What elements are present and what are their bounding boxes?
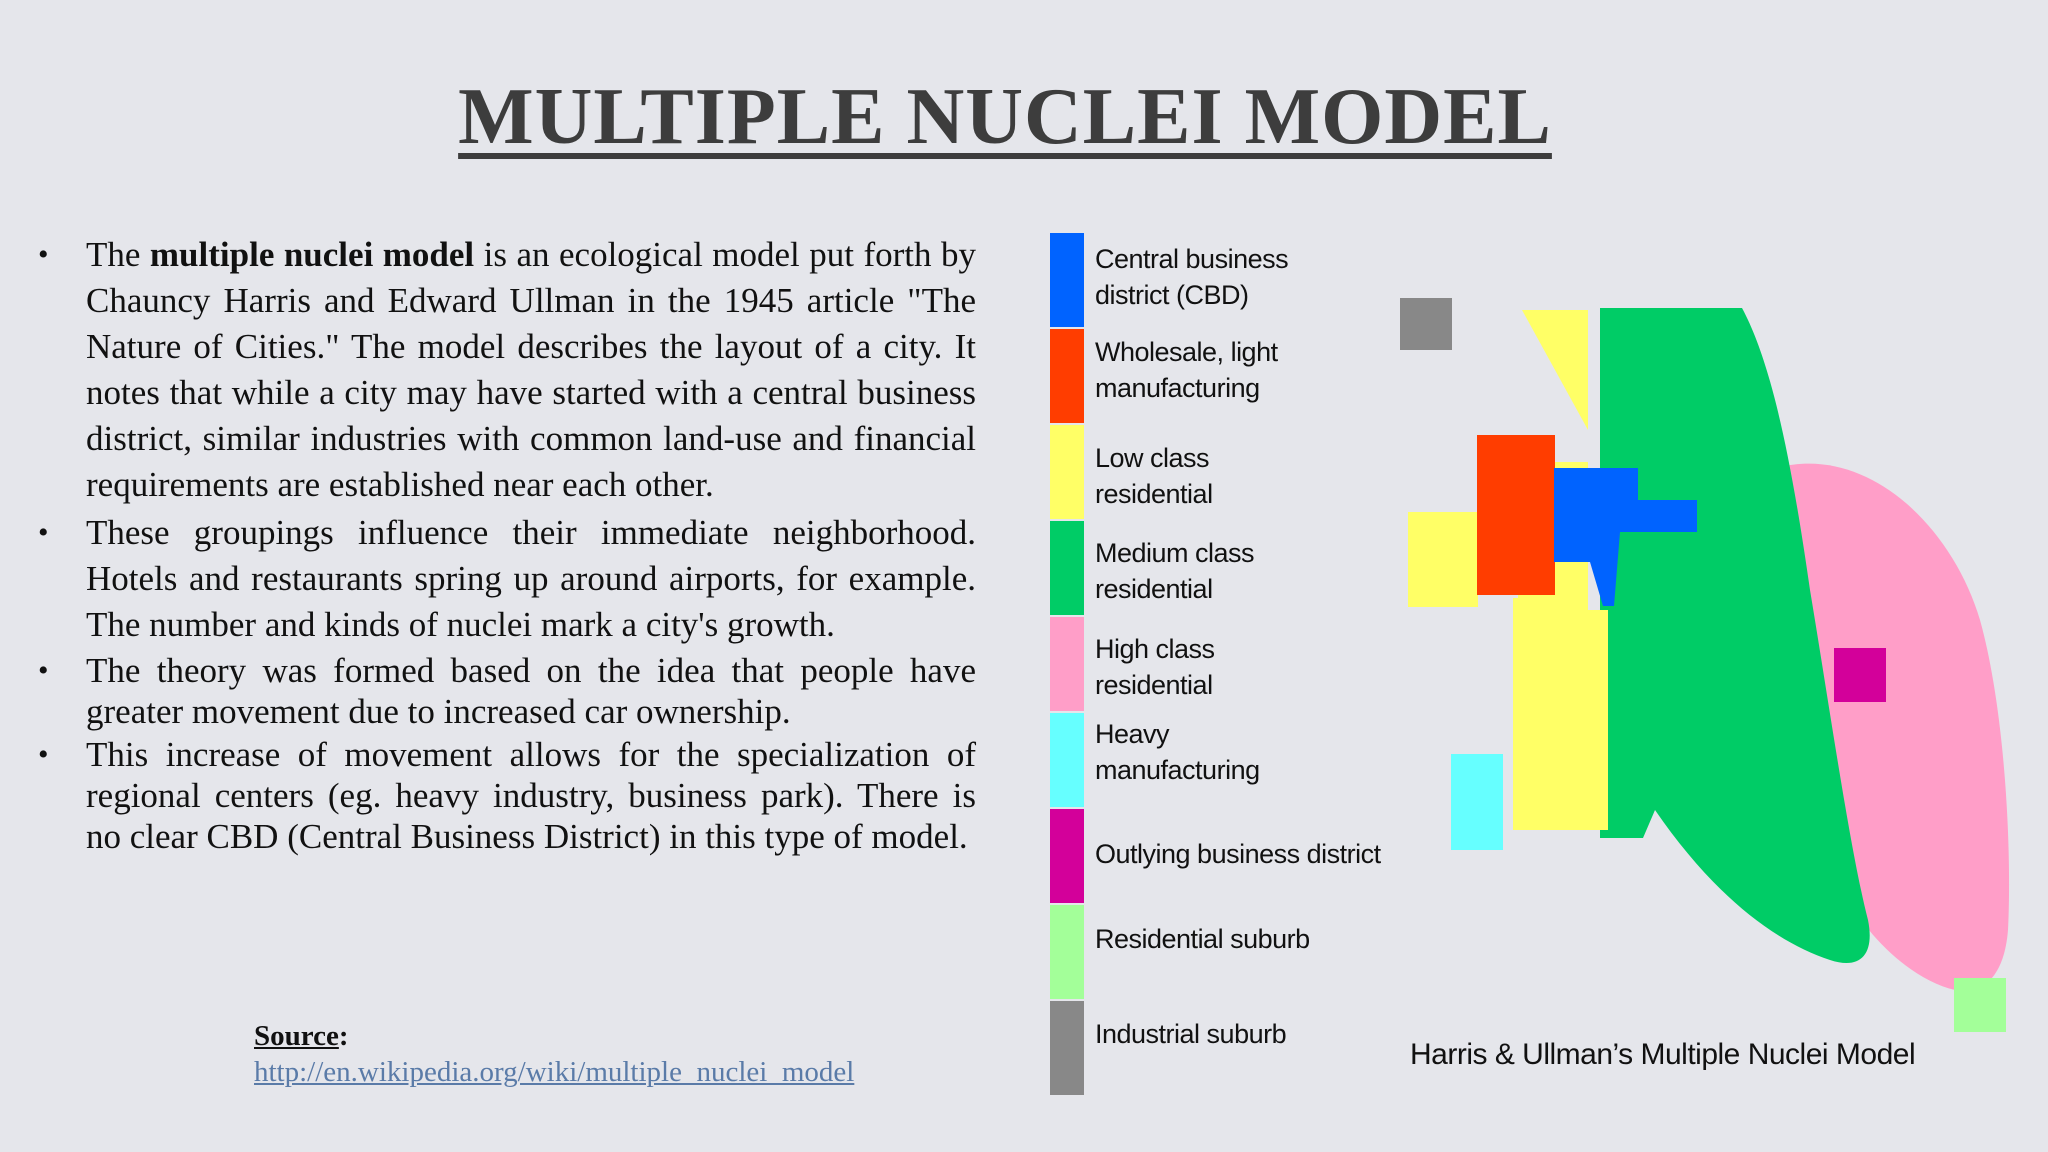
low-class-residential-zone-west bbox=[1408, 512, 1478, 607]
legend-swatch-heavy-manufacturing bbox=[1050, 713, 1084, 807]
bullet-text-4: This increase of movement allows for the specialization of regional centers (eg. heavy industry, business park). There is no clear CBD (Central Business District) in this type of model. bbox=[86, 735, 976, 856]
bullet-item-4 bbox=[38, 734, 976, 857]
wholesale-light-manufacturing-zone bbox=[1477, 435, 1555, 595]
bullet-list bbox=[38, 232, 976, 859]
bullet-dot-icon: • bbox=[38, 238, 49, 271]
slide-title bbox=[0, 72, 2010, 163]
bullet-dot-icon: • bbox=[38, 654, 49, 687]
legend-swatch-low-class bbox=[1050, 425, 1084, 519]
legend-label-residential-suburb: Residential suburb bbox=[1095, 924, 1310, 954]
legend-swatch-wholesale bbox=[1050, 329, 1084, 423]
map-caption: Harris & Ullman’s Multiple Nuclei Model bbox=[1410, 1038, 1916, 1071]
source-link[interactable]: http://en.wikipedia.org/wiki/multiple_nuclei_model bbox=[254, 1056, 855, 1088]
legend-label-heavy-manufacturing: Heavy manufacturing bbox=[1095, 719, 1260, 785]
legend-swatch-cbd bbox=[1050, 233, 1084, 327]
bullet-text-3: The theory was formed based on the idea that people have greater movement due to increased car ownership. bbox=[86, 651, 976, 731]
bullet-item-3 bbox=[38, 650, 976, 732]
city-model-map bbox=[1390, 290, 2030, 1040]
residential-suburb-zone bbox=[1954, 978, 2006, 1032]
heavy-manufacturing-zone bbox=[1451, 754, 1503, 850]
legend-swatch-medium-class bbox=[1050, 521, 1084, 615]
bullet-text-2: These groupings influence their immediate neighborhood. Hotels and restaurants spring up around airports, for example. The number and kinds of nuclei mark a city's growth. bbox=[86, 513, 976, 644]
legend-label-high-class: High class residential bbox=[1095, 634, 1215, 700]
bullet-dot-icon: • bbox=[38, 516, 49, 549]
legend-label-wholesale: Wholesale, light manufacturing bbox=[1095, 337, 1278, 403]
legend-swatch-outlying-business bbox=[1050, 809, 1084, 903]
bullet-item-1 bbox=[38, 232, 976, 508]
legend-swatch-high-class bbox=[1050, 617, 1084, 711]
legend-label-cbd: Central business district (CBD) bbox=[1095, 244, 1289, 310]
bold-term: multiple nuclei model bbox=[149, 235, 475, 274]
outlying-business-district-zone bbox=[1834, 648, 1886, 702]
legend-label-industrial-suburb: Industrial suburb bbox=[1095, 1019, 1287, 1049]
bullet-text-1: The multiple nuclei model is an ecological model put forth by Chauncy Harris and Edward Ullman in the 1945 article "The Nature of Cities." The model describes the layout of a city. It notes that while a city may have started with a central business district, similar industries with common land-use and financial requirements are established near each other. bbox=[86, 235, 976, 504]
source-label: Source bbox=[254, 1020, 339, 1052]
bullet-dot-icon: • bbox=[38, 738, 49, 771]
legend-label-low-class: Low class residential bbox=[1095, 443, 1213, 509]
source-citation: Source: http://en.wikipedia.org/wiki/multiple_nuclei_model bbox=[254, 1020, 855, 1088]
legend-swatch-residential-suburb bbox=[1050, 905, 1084, 999]
legend-swatch-industrial-suburb bbox=[1050, 1001, 1084, 1095]
industrial-suburb-zone bbox=[1400, 298, 1452, 350]
bullet-item-2 bbox=[38, 510, 976, 648]
slide-title-text: MULTIPLE NUCLEI MODEL bbox=[458, 73, 1552, 161]
legend-label-outlying-business: Outlying business district bbox=[1095, 839, 1381, 869]
legend-label-medium-class: Medium class residential bbox=[1095, 538, 1255, 604]
